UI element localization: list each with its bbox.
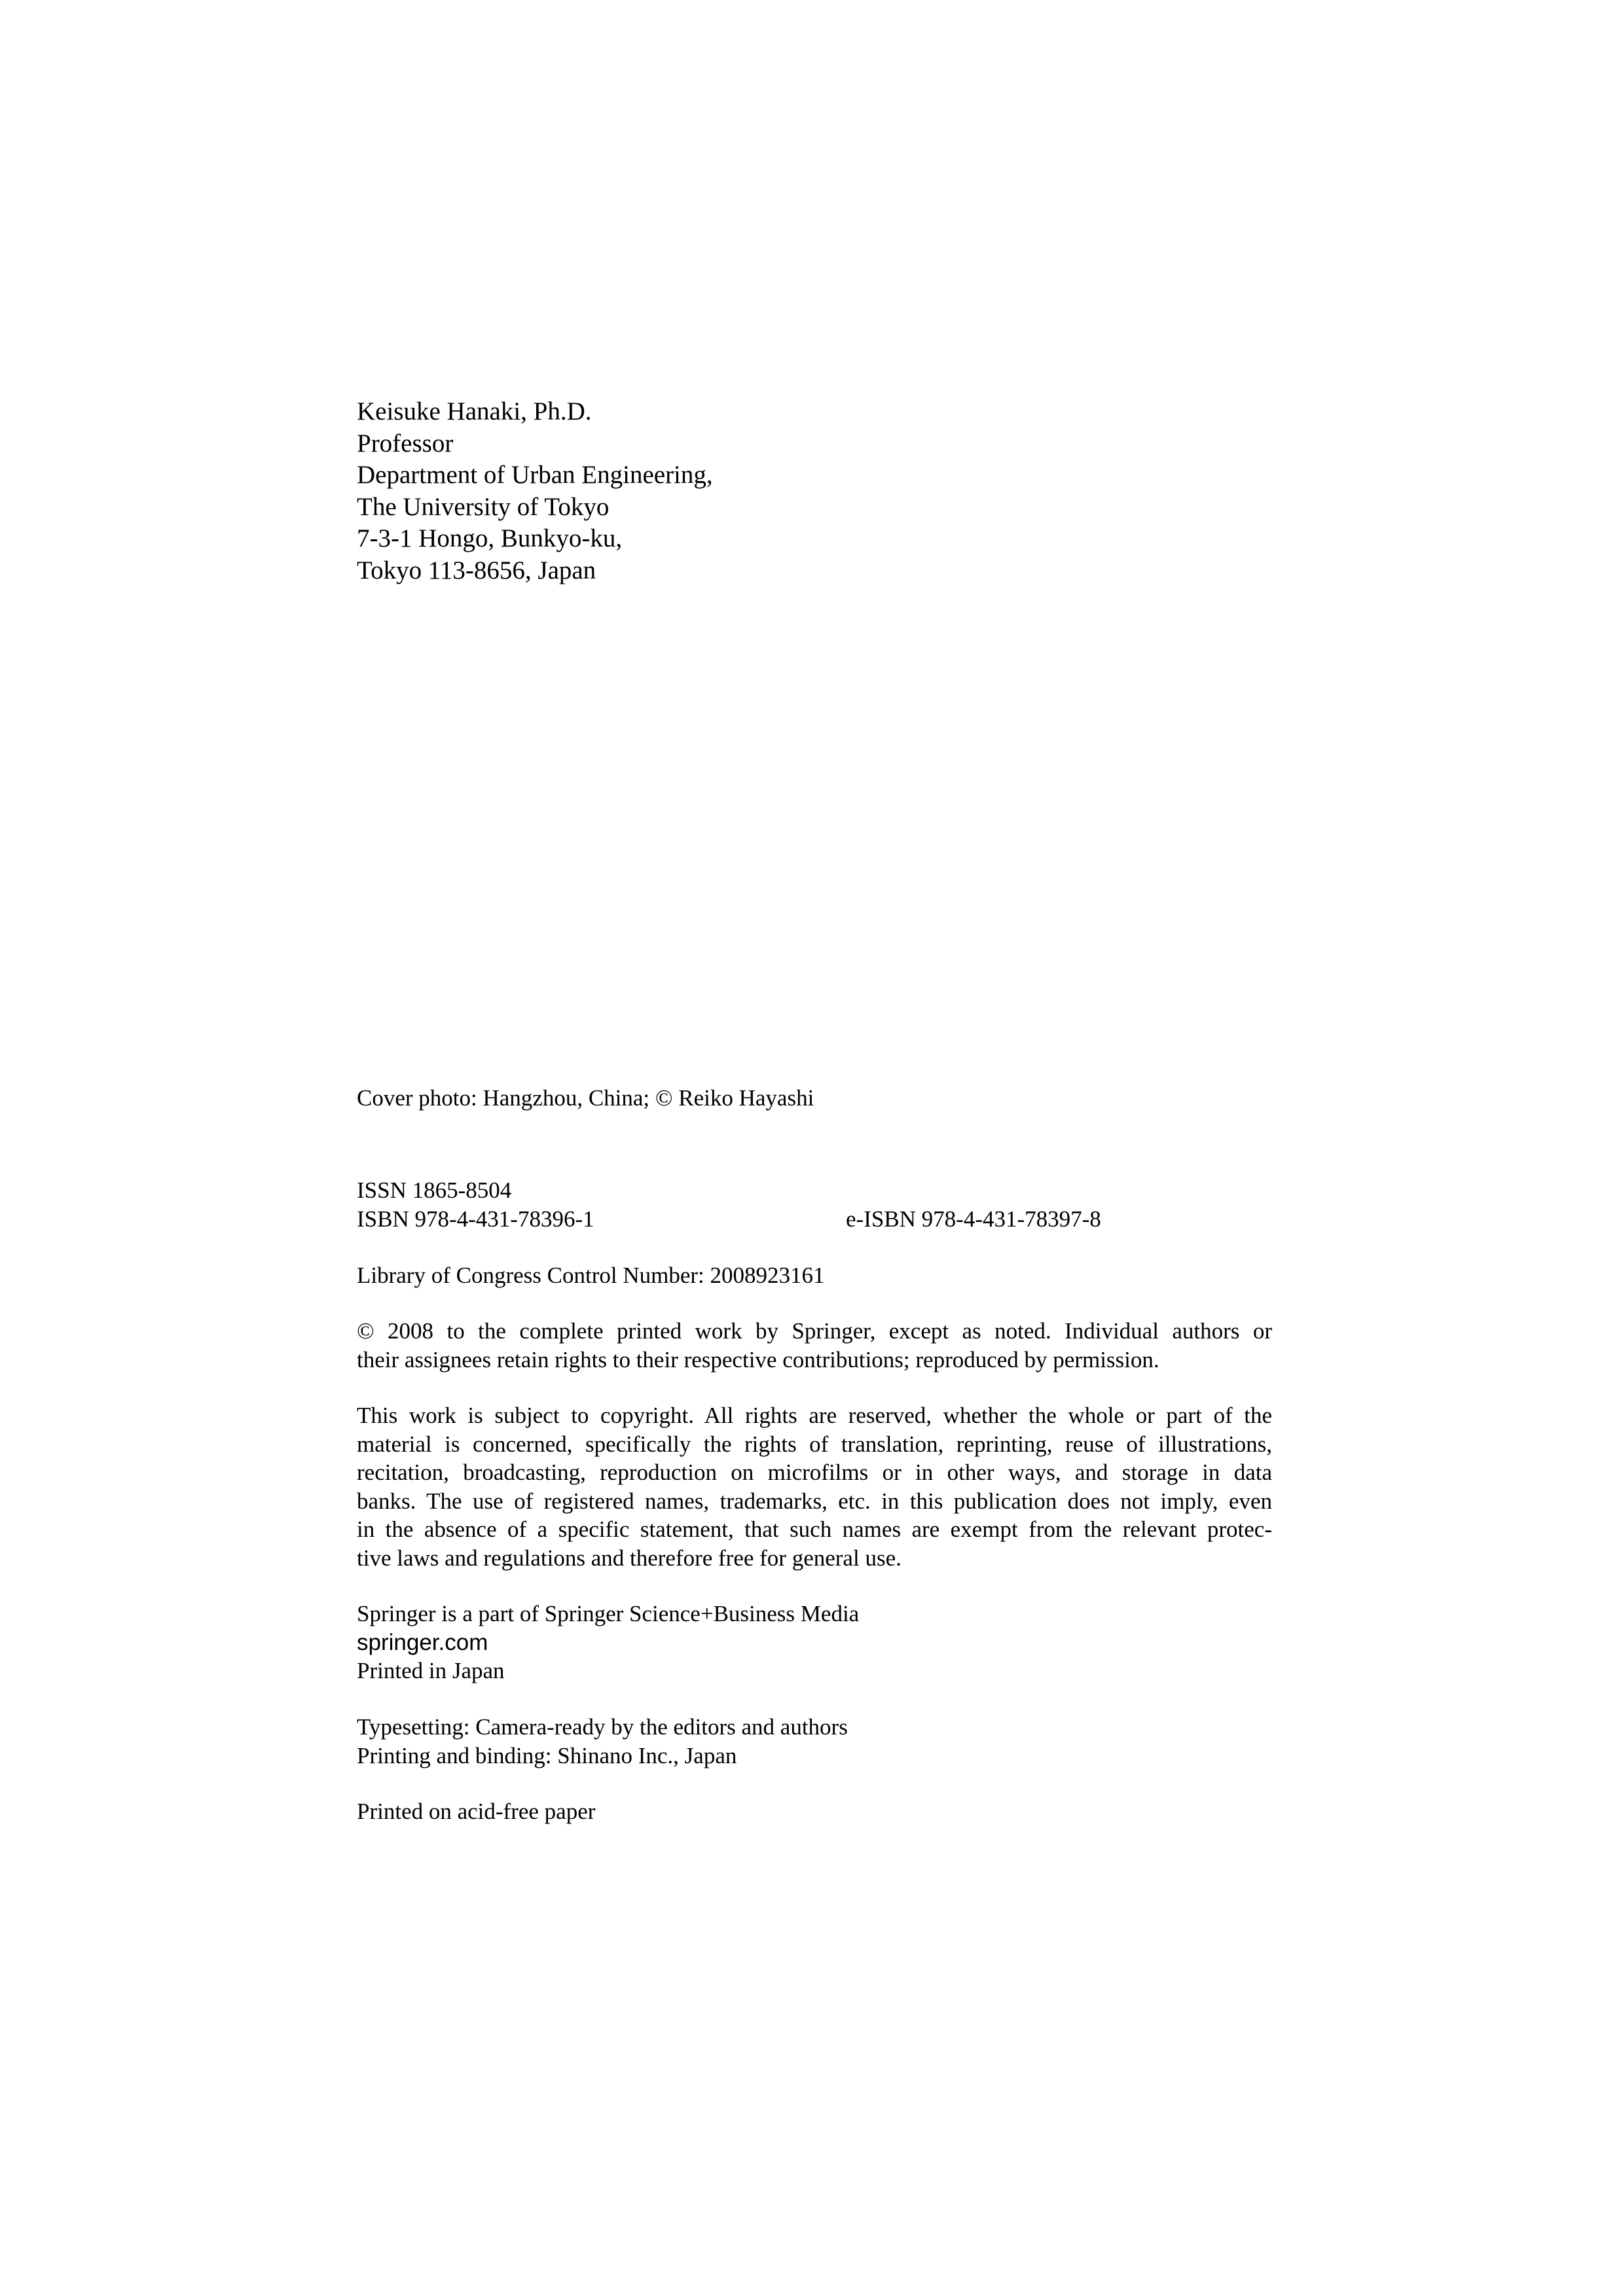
production-block <box>357 1713 1272 1770</box>
typesetting-credit: Typesetting: Camera-ready by the editors and authors <box>357 1714 848 1740</box>
rights-line: recitation, broadcasting, reproduction on microfilms or in other ways, and storage in data <box>357 1460 1272 1485</box>
paper-note: Printed on acid-free paper <box>357 1799 596 1824</box>
rights-line: banks. The use of registered names, trademarks, etc. in this publication does not imply, even <box>357 1488 1272 1514</box>
lccn-block <box>357 1261 1272 1290</box>
author-city: Tokyo 113-8656, Japan <box>357 556 596 584</box>
isbn-row <box>357 1205 1272 1234</box>
copyright-notice <box>357 1317 1272 1374</box>
rights-line: material is concerned, specifically the rights of translation, reprinting, reuse of illustrations, <box>357 1431 1272 1457</box>
publisher-statement: Springer is a part of Springer Science+Business Media <box>357 1601 860 1626</box>
copyright-line: their assignees retain rights to their respective contributions; reproduced by permission. <box>357 1346 1159 1372</box>
printing-credit: Printing and binding: Shinano Inc., Japan <box>357 1742 737 1768</box>
author-address-block <box>357 396 713 586</box>
rights-line: in the absence of a specific statement, that such names are exempt from the relevant protec- <box>357 1516 1272 1542</box>
publisher-block <box>357 1600 1272 1685</box>
printed-country: Printed in Japan <box>357 1658 505 1683</box>
cover-photo-line: Cover photo: Hangzhou, China; © Reiko Hayashi <box>357 1085 814 1111</box>
author-title: Professor <box>357 429 454 457</box>
cover-photo-credit <box>357 1084 1272 1113</box>
author-name: Keisuke Hanaki, Ph.D. <box>357 397 592 425</box>
e-isbn: e-ISBN 978-4-431-78397-8 <box>846 1206 1101 1232</box>
author-street: 7-3-1 Hongo, Bunkyo-ku, <box>357 524 623 552</box>
issn: ISSN 1865-8504 <box>357 1177 512 1203</box>
paper-block <box>357 1797 1272 1826</box>
author-department: Department of Urban Engineering, <box>357 461 713 489</box>
rights-line: tive laws and regulations and therefore free for general use. <box>357 1545 902 1571</box>
identifiers-block <box>357 1176 1272 1233</box>
rights-paragraph <box>357 1401 1272 1572</box>
author-university: The University of Tokyo <box>357 492 610 521</box>
lccn: Library of Congress Control Number: 2008923161 <box>357 1263 825 1288</box>
copyright-line: © 2008 to the complete printed work by Springer, except as noted. Individual authors or <box>357 1318 1272 1344</box>
rights-line: This work is subject to copyright. All rights are reserved, whether the whole or part of the <box>357 1403 1272 1428</box>
isbn: ISBN 978-4-431-78396-1 <box>357 1206 594 1232</box>
publisher-website-link[interactable]: springer.com <box>357 1629 488 1655</box>
